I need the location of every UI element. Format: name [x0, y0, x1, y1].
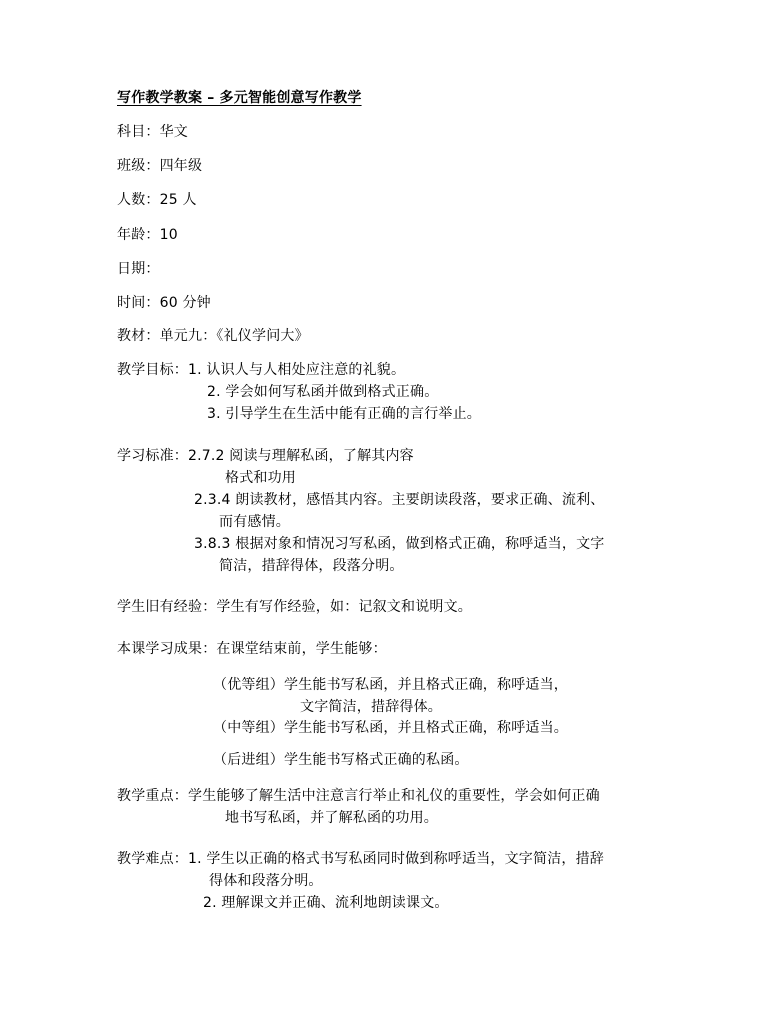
students-line: 人数：25 人 — [117, 192, 197, 208]
subject-line: 科目：华文 — [117, 124, 188, 140]
standards-line-1: 学习标准：2.7.2 阅读与理解私函，了解其内容 — [117, 448, 414, 464]
focus-line-1: 教学重点：学生能够了解生活中注意言行举止和礼仪的重要性，学会如何正确 — [117, 788, 600, 804]
objectives-line-1: 教学目标：1. 认识人与人相处应注意的礼貌。 — [117, 362, 406, 378]
class-line: 班级：四年级 — [117, 158, 203, 174]
outcomes-top-group: （优等组）学生能书写私函，并且格式正确，称呼适当， — [213, 677, 568, 693]
time-line: 时间：60 分钟 — [117, 295, 211, 311]
difficulty-line-1-cont: 得体和段落分明。 — [209, 873, 323, 889]
objectives-line-3: 3. 引导学生在生活中能有正确的言行举止。 — [207, 406, 482, 422]
outcomes-top-group-cont: 文字简洁，措辞得体。 — [300, 699, 442, 715]
difficulty-line-1: 教学难点：1. 学生以正确的格式书写私函同时做到称呼适当，文字简洁，措辞 — [117, 851, 605, 867]
standards-line-2: 2.3.4 朗读教材，感悟其内容。主要朗读段落，要求正确、流利、 — [194, 492, 605, 508]
outcomes-intro: 本课学习成果：在课堂结束前，学生能够： — [117, 641, 387, 657]
document-title: 写作教学教案 – 多元智能创意写作教学 — [117, 90, 362, 106]
prior-knowledge-line: 学生旧有经验：学生有写作经验，如：记叙文和说明文。 — [117, 599, 472, 615]
objectives-line-2: 2. 学会如何写私函并做到格式正确。 — [207, 384, 439, 400]
age-line: 年龄：10 — [117, 227, 178, 243]
difficulty-line-2: 2. 理解课文并正确、流利地朗读课文。 — [203, 895, 449, 911]
material-line: 教材：单元九：《礼仪学问大》 — [117, 328, 309, 344]
standards-line-3-cont: 简洁，措辞得体，段落分明。 — [219, 558, 404, 574]
outcomes-low-group: （后进组）学生能书写格式正确的私函。 — [213, 752, 469, 768]
standards-line-3: 3.8.3 根据对象和情况习写私函，做到格式正确，称呼适当，文字 — [194, 536, 605, 552]
focus-line-2: 地书写私函，并了解私函的功用。 — [225, 810, 438, 826]
date-line: 日期： — [117, 261, 160, 277]
standards-line-2-cont: 而有感情。 — [219, 514, 290, 530]
standards-line-1-cont: 格式和功用 — [225, 470, 296, 486]
outcomes-mid-group: （中等组）学生能书写私函，并且格式正确，称呼适当。 — [213, 720, 568, 736]
